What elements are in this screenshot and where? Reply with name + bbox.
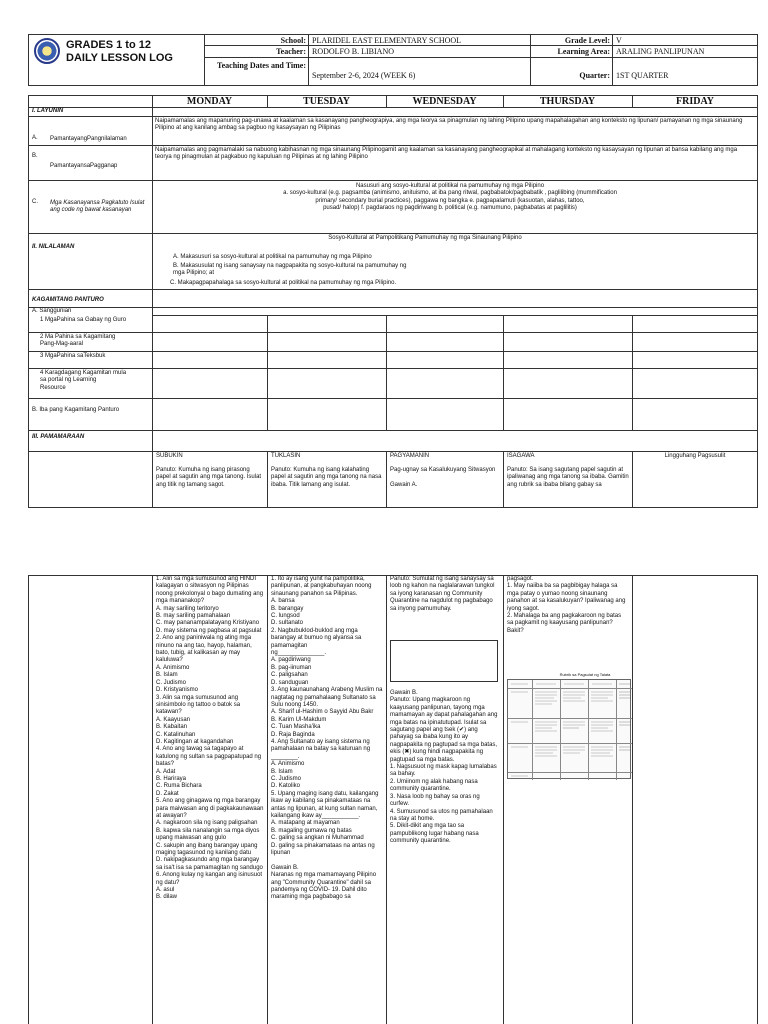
thursday-questions: pagsagot. 1. May naiiba ba sa pagbibigay halaga sa mga patay o yumao noong sinaunang panahon at sa kasalukuyan? Ipaliwanag ang iyong sagot. 2. Mahalaga ba ang pagkakaroon ng batas sa pagkamit ng kaayusang panlipunan? Bakit?: [507, 576, 626, 634]
resource-gabay-guro: 1 MgaPahina sa Gabay ng Guro: [40, 317, 127, 323]
rubric-title: Rubrik sa Pagsulat ng Talata: [559, 672, 611, 677]
activity-monday-title: SUBUKIN: [156, 453, 183, 459]
day-tuesday: TUESDAY: [303, 96, 350, 107]
grade-value: V: [616, 36, 622, 45]
resource-teksbuk: 3 MgaPahina saTeksbuk: [40, 353, 106, 359]
day-monday: MONDAY: [186, 96, 233, 107]
day-friday: FRIDAY: [676, 96, 714, 107]
sanggunian: A. Sanggunian: [32, 308, 72, 314]
teacher-label: Teacher:: [276, 47, 306, 56]
nilalaman-title: Sosyo-Kultural at Pampolitikang Pamumuhay ng mga Sinaunang Pilipino: [328, 235, 522, 241]
pamantayang-pangnilalaman-label: PamantayangPangnilalaman: [50, 136, 127, 142]
school-value: PLARIDEL EAST ELEMENTARY SCHOOL: [312, 36, 462, 45]
b-label: B.: [32, 153, 38, 159]
tuesday-quiz-questions: 1. Ito ay isang yunit na pampolitika, panlipunan, at pangkabuhayan noong sinaunang panahon sa Pilipinas. A. bansa B. barangay C. lungsod D. sultanato 2. Nagbubuklod-buklod ang mga barangay at bumuo ng alyansa sa pamamagitan ng______________. A. pagdiriwang B. pag-iinuman C. paligsahan D. sanduguan 3. Ang kaunaunahang Arabeng Muslim na nagtatag ng pamahalaang Sultanato sa Sulu noong 1450. A. Sharif ul-Hashim o Sayyid Abu Bakr B. Karim Ul-Makdum C. Tuan Masha'ika D. Raja Baginda 4. Ang Sultanato ay isang sistema ng pamahalaan na batay sa katuruan ng ________. A. Animismo B. Islam C. Judismo D. Katoliko 5. Upang maging isang datu, kailangang ikaw ay kabilang sa pinakamataas na antas ng lipunan, at kung sultan naman, kailangang ikaw ay___________. A. matapang at mayaman B. magaling gumawa ng batas C. galing sa angkan ni Muhammad D. galing sa pinakamataas na antas ng lipunan Gawain B. Naranas ng mga mamamayang Pilipino ang "Community Quarantine" dahil sa pandemya ng COVID- 19. Dahil dito maraming mga pagbabago sa: [271, 576, 383, 901]
section-kagamitan: KAGAMITANG PANTURO: [32, 297, 104, 303]
nilalaman-b: B. Makasusulat ng isang sanaysay na nagpapakita ng sosyo-kultural na pamumuhay ng mga Pilipino; at: [173, 263, 407, 277]
kasanayan-label: Mga Kasanayansa Pagkatuto Isulat ang code ng bawat kasanayan: [50, 200, 145, 214]
activity-thursday-title: ISAGAWA: [507, 453, 535, 459]
a-label: A.: [32, 135, 38, 141]
grade-label: Grade Level:: [564, 36, 610, 45]
activity-monday-text: Panuto: Kumuha ng isang pirasong papel at sagutin ang mga tanong. Isulat ang titik ng tamang sagot.: [156, 467, 262, 488]
activity-tuesday-text: Panuto: Kumuha ng isang kalahating papel at sagutin ang mga tanong na nasa ibaba. Titik lamang ang isulat.: [271, 467, 382, 488]
section-pamamaraan: III. PAMAMARAAN: [32, 434, 85, 440]
section-layunin: I. LAYUNIN: [32, 108, 64, 114]
iba-pang-kagamitan: B. Iba pang Kagamitang Panturo: [32, 407, 120, 413]
nilalaman-c: C. Makapagpapahalaga sa sosyo-kultural at politikal na pamumuhay ng mga Pilipino.: [170, 280, 397, 286]
dll-title: GRADES 1 to 12 DAILY LESSON LOG: [66, 39, 173, 64]
nilalaman-a: A. Makasusuri sa sosyo-kultural at politikal na pamumuhay ng mga Pilipino: [173, 254, 372, 260]
day-thursday: THURSDAY: [539, 96, 596, 107]
activity-wednesday-title: PAGYAMANIN: [390, 453, 430, 459]
pamantayan-sa-pagganap-content: Naipamamalas ang pagmamalaki sa nabuong kabihasnan ng mga sinaunang Pilipinogamit ang kaalaman sa kasanayang pangheograpikal at mahalagang konteksto ng kasaysayan ng lipunan at bansa kabilang ang mga teorya ng pinagmulan at pagkabuo ng kapuluan ng Pilipinas at ng lahing Pilipino: [155, 147, 738, 161]
quarter-value: 1ST QUARTER: [616, 71, 669, 80]
rubric-table: [507, 679, 631, 779]
kasanayan-content: Nasusuri ang sosyo-kultural at politikal na pamumuhay ng mga Pilipino a. sosyo-kultural (e.g. pagsamba (animismo, anituismo, at iba pang ritwal, pagbabatok/pagbabatik , paglilibing (mummification primary/ secondary burial practices), paggawa ng bangka e. pagpapalamuti (kasuotan, alahas, tattoo, pusad/ halop) f. pagdaraos ng pagdiriwang b. political (e.g. namumuno, pagbabatas at paglilitis): [283, 183, 617, 212]
c-label: C.: [32, 199, 38, 205]
rubric-cell-lines: [508, 680, 632, 780]
dates-value: September 2-6, 2024 (WEEK 6): [312, 71, 416, 80]
wednesday-essay-instructions: Panuto: Sumulat ng isang sanaysay sa loob ng kahon na naglalarawan tungkol sa iyong karanasan ng Community Quarantine na nagdulot ng pagbabago sa inyong pamumuhay.: [390, 576, 495, 612]
quarter-label: Quarter:: [579, 71, 610, 80]
day-wednesday: WEDNESDAY: [412, 96, 477, 107]
resource-lr-portal: 4 Karagdagang Kagamitan mula sa portal ng Learning Resource: [40, 370, 127, 391]
school-label: School:: [280, 36, 306, 45]
activity-wednesday-text: Pag-ugnay sa Kasalukuyang Sitwasyon Gawain A.: [390, 467, 496, 488]
activity-thursday-text: Panuto: Sa isang sagutang papel sagutin at ipaliwanag ang mga tanong sa ibaba. Gamitin ang rubrik sa ibaba bilang gabay sa: [507, 467, 629, 488]
resource-kagamitang-mag-aaral: 2 Ma Pahina sa Kagamitang Pang-Mag-aaral: [40, 334, 116, 348]
monday-quiz-questions: 1. Alin sa mga sumusunod ang HINDI kalagayan o sitwasyon ng Pilipinas noong prekolonyal o bago dumating ang mga mananakop? A. may sariling teritoryo B. may sariling pamahalaan C. may pananampalatayang Kristiyano D. may sistema ng pagbasa at pagsulat 2. Ano ang paniniwala ng ating mga ninuno na ang tao, hayop, halaman, bato, tubig, at kalikasan ay may kaluluwa? A. Animismo B. Islam C. Judismo D. Kristyanismo 3. Alin sa mga sumusunod ang sinisimbolo ng tattoo o batok sa katawan? A. Kaayusan B. Kabaitan C. Katalinuhan D. Kagitingan at kagandahan 4. Ano ang tawag sa tagapayo at katulong ng sultan sa pagpapatupad ng batas? A. Adat B. Hariraya C. Ruma Bichara D. Zakat 5. Ano ang ginagawa ng mga barangay para maiwasan ang di pagkakaunawaan at awayan? A. nagkaroon sila ng isang paligsahan B. kapwa sila nanalangin sa mga diyos upang maiwasan ang gulo C. sakupin ang ibang barangay upang maging tagasunod ng kanilang datu D. nakipagkasundo ang mga barangay sa isa't isa sa pamamagitan ng sandugo 6. Anong kulay ng kangan ang isinusuot ng datu? A. asul B. dilaw: [156, 576, 264, 901]
area-value: ARALING PANLIPUNAN: [616, 47, 705, 56]
pamantayan-sa-pagganap-label: PamantayansaPagganap: [50, 163, 118, 169]
activity-friday-title: Lingguhang Pagsusulit: [664, 453, 726, 459]
activity-tuesday-title: TUKLASIN: [271, 453, 301, 459]
area-label: Learning Area:: [557, 47, 610, 56]
deped-seal-icon: [34, 38, 60, 64]
teacher-value: RODOLFO B. LIBIANO: [312, 47, 394, 56]
wednesday-gawain-b: Gawain B. Panuto: Upang magkaroon ng kaayusang panlipunan, tayong mga mamamayan ay dapat pahalagahan ang mga batas na ipinatutupad. Isulat sa sagutang papel ang tsek (✔) ang pahayag sa ibaba kung ito ay nagpapakita ng pagtupad sa mga batas, ekis (✖) kung hindi nagpapakita ng pagtupad sa mga batas. 1. Nagsusuot ng mask kapag lumalabas sa bahay. 2. Umiinom ng alak habang nasa community quarantine. 3. Nasa loob ng bahay sa oras ng curfew. 4. Sumusunod sa utos ng pamahalaan na stay at home. 5. Dikit-dikit ang mga tao sa pampublikong lugar habang nasa community quarantine.: [390, 690, 498, 845]
dates-label: Teaching Dates and Time:: [217, 61, 306, 70]
section-nilalaman: II. NILALAMAN: [32, 244, 75, 250]
pamantayang-pangnilalaman-content: Naipamamalas ang mapanuring pag-unawa at kaalaman sa kasanayang pangheograpiya, ang mga teorya sa pinagmulan ng lahing Pilipino upang mapahalagahan ang konteksto ng lipunan/ pamayanan ng mga sinaunang Pilipino at ang kanilang ambag sa pagbuo ng kasaysayan ng Pilipinas: [155, 118, 743, 132]
essay-answer-box[interactable]: [390, 640, 498, 682]
